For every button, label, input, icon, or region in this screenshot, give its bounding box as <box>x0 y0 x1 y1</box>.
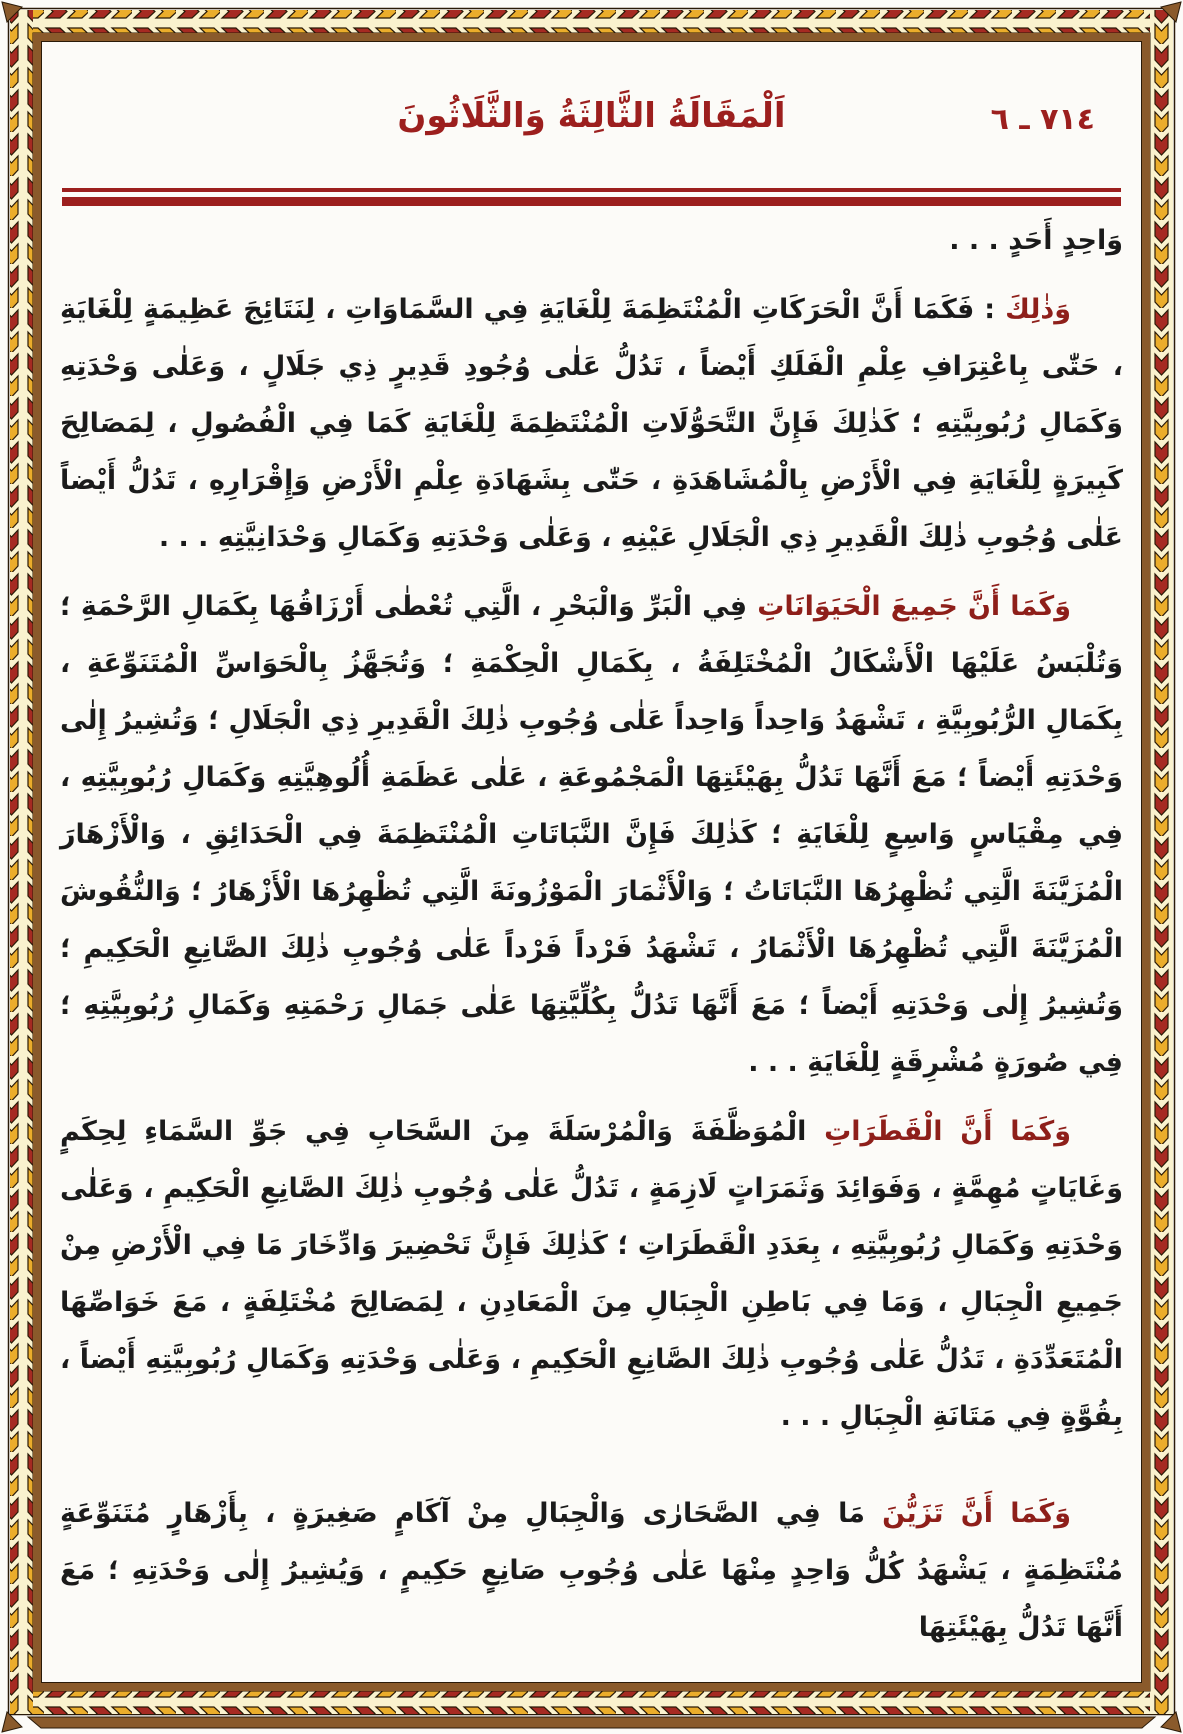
frame-corner-top-right <box>1161 2 1181 22</box>
frame-chain-top <box>10 10 1173 33</box>
paragraph-lead-red: وَكَمَا أَنَّ تَزَيُّنَ <box>882 1498 1071 1529</box>
paragraph-animals <box>60 578 1123 1091</box>
page-header <box>60 66 1123 174</box>
page-number: ٧١٤ ـ ٦ <box>990 102 1095 137</box>
header-rule-thick-line <box>62 197 1121 206</box>
page-title: اَلْمَقَالَةُ الثَّالِثَةُ وَالثَّلَاثُونَ <box>397 96 786 136</box>
paragraph-text: فِي الْبَرِّ وَالْبَحْرِ ، الَّتِي تُعْطٰى أَرْزَاقُهَا بِكَمَالِ الرَّحْمَةِ ؛ وَتُلْبَسُ عَلَيْهَا الْأَشْكَالُ الْمُخْتَلِفَةُ ، بِكَمَالِ الْحِكْمَةِ ؛ وَتُجَهَّزُ بِالْحَوَاسِّ الْمُتَنَوِّعَةِ ، بِكَمَالِ الرُّبُوبِيَّةِ ، تَشْهَدُ وَاحِداً وَاحِداً عَلٰى وُجُوبِ ذٰلِكَ الْقَدِيرِ ذِي الْجَلَالِ ؛ وَتُشِيرُ إِلٰى وَحْدَتِهِ أَيْضاً ؛ مَعَ أَنَّهَا تَدُلُّ بِهَيْئَتِهَا الْمَجْمُوعَةِ ، عَلٰى عَظَمَةِ أُلُوهِيَّتِهِ وَكَمَالِ رُبُوبِيَّتِهِ ، فِي مِقْيَاسٍ وَاسِعٍ لِلْغَايَةِ ؛ كَذٰلِكَ فَإِنَّ النَّبَاتَاتِ الْمُنْتَظِمَةَ فِي الْحَدَائِقِ ، وَالْأَزْهَارَ الْمُزَيَّنَةَ الَّتِي تُظْهِرُهَا النَّبَاتَاتُ ؛ وَالْأَثْمَارَ الْمَوْزُونَةَ الَّتِي تُظْهِرُهَا الْأَزْهَارُ ؛ وَالنُّقُوشَ الْمُزَيَّنَةَ الَّتِي تُظْهِرُهَا الْأَثْمَارُ ، تَشْهَدُ فَرْداً فَرْداً عَلٰى وُجُوبِ ذٰلِكَ الصَّانِعِ الْحَكِيمِ ؛ وَتُشِيرُ إِلٰى وَحْدَتِهِ أَيْضاً ؛ مَعَ أَنَّهَا تَدُلُّ بِكُلِّيَّتِهَا عَلٰى جَمَالِ رَحْمَتِهِ وَكَمَالِ رُبُوبِيَّتِهِ ؛ فِي صُورَةٍ مُشْرِقَةٍ لِلْغَايَةِ . . . <box>60 591 1123 1078</box>
header-rule <box>62 188 1121 206</box>
page-content <box>42 42 1141 1692</box>
paragraph-text: مَا فِي الصَّحَارٰى وَالْجِبَالِ مِنْ آكَامٍ صَغِيرَةٍ ، بِأَزْهَارٍ مُتَنَوِّعَةٍ مُنْتَظِمَةٍ ، يَشْهَدُ كُلُّ وَاحِدٍ مِنْهَا عَلٰى وُجُوبِ صَانِعٍ حَكِيمٍ ، وَيُشِيرُ إِلٰى وَحْدَتِهِ ؛ مَعَ أَنَّهَا تَدُلُّ بِهَيْئَتِهَا <box>60 1498 1123 1643</box>
paragraph-lead-red: وَكَمَا أَنَّ الْقَطَرَاتِ <box>824 1116 1071 1147</box>
paragraph-text: : فَكَمَا أَنَّ الْحَرَكَاتِ الْمُنْتَظِمَةَ لِلْغَايَةِ فِي السَّمَاوَاتِ ، لِنَتَائِجَ عَظِيمَةٍ لِلْغَايَةِ ، حَتّٰى بِاعْتِرَافِ عِلْمِ الْفَلَكِ أَيْضاً ، تَدُلُّ عَلٰى وُجُودِ قَدِيرٍ ذِي جَلَالٍ ، وَعَلٰى وَحْدَتِهِ وَكَمَالِ رُبُوبِيَّتِهِ ؛ كَذٰلِكَ فَإِنَّ التَّحَوُّلَاتِ الْمُنْتَظِمَةَ لِلْغَايَةِ كَمَا فِي الْفُصُولِ ، لِمَصَالِحَ كَبِيرَةٍ لِلْغَايَةِ فِي الْأَرْضِ بِالْمُشَاهَدَةِ ، حَتّٰى بِشَهَادَةِ عِلْمِ الْأَرْضِ وَإِقْرَارِهِ ، تَدُلُّ أَيْضاً عَلٰى وُجُوبِ ذٰلِكَ الْقَدِيرِ ذِي الْجَلَالِ عَيْنِهِ ، وَعَلٰى وَحْدَتِهِ وَكَمَالِ وَحْدَانِيَّتِهِ . . . <box>60 294 1123 553</box>
paragraph-lead-red: وَكَمَا أَنَّ جَمِيعَ الْحَيَوَانَاتِ <box>757 591 1072 622</box>
frame-chain-right <box>1150 10 1173 1714</box>
paragraph-wa-dhalika <box>60 281 1123 566</box>
paragraph-raindrops <box>60 1103 1123 1445</box>
paragraph-text: وَاحِدٍ أَحَدٍ . . . <box>949 225 1123 256</box>
body-text <box>60 212 1123 1656</box>
frame-corner-top-left <box>2 2 22 22</box>
paragraph-lead-red: وَذٰلِكَ <box>1005 294 1071 325</box>
header-rule-thin-line <box>62 188 1121 192</box>
paragraph-adornment <box>60 1485 1123 1656</box>
frame-bottom-strip <box>28 1717 1155 1728</box>
paragraph-continuation <box>60 212 1123 269</box>
frame-corner-bottom-left <box>2 1712 22 1732</box>
frame-chain-left <box>10 10 33 1714</box>
paragraph-text: الْمُوَظَّفَةَ وَالْمُرْسَلَةَ مِنَ السَّحَابِ فِي جَوِّ السَّمَاءِ لِحِكَمٍ وَغَايَاتٍ مُهِمَّةٍ ، وَفَوَائِدَ وَثَمَرَاتٍ لَازِمَةٍ ، تَدُلُّ عَلٰى وُجُوبِ ذٰلِكَ الصَّانِعِ الْحَكِيمِ ، وَعَلٰى وَحْدَتِهِ وَكَمَالِ رُبُوبِيَّتِهِ ، بِعَدَدِ الْقَطَرَاتِ ؛ كَذٰلِكَ فَإِنَّ تَحْضِيرَ وَادِّخَارَ مَا فِي الْأَرْضِ مِنْ جَمِيعِ الْجِبَالِ ، وَمَا فِي بَاطِنِ الْجِبَالِ مِنَ الْمَعَادِنِ ، لِمَصَالِحَ مُخْتَلِفَةٍ ، مَعَ خَوَاصِّهَا الْمُتَعَدِّدَةِ ، تَدُلُّ عَلٰى وُجُوبِ ذٰلِكَ الصَّانِعِ الْحَكِيمِ ، وَعَلٰى وَحْدَتِهِ وَكَمَالِ رُبُوبِيَّتِهِ أَيْضاً ، بِقُوَّةٍ فِي مَتَانَةِ الْجِبَالِ . . . <box>60 1116 1123 1432</box>
frame-corner-bottom-right <box>1161 1712 1181 1732</box>
frame-chain-bottom <box>10 1691 1173 1714</box>
